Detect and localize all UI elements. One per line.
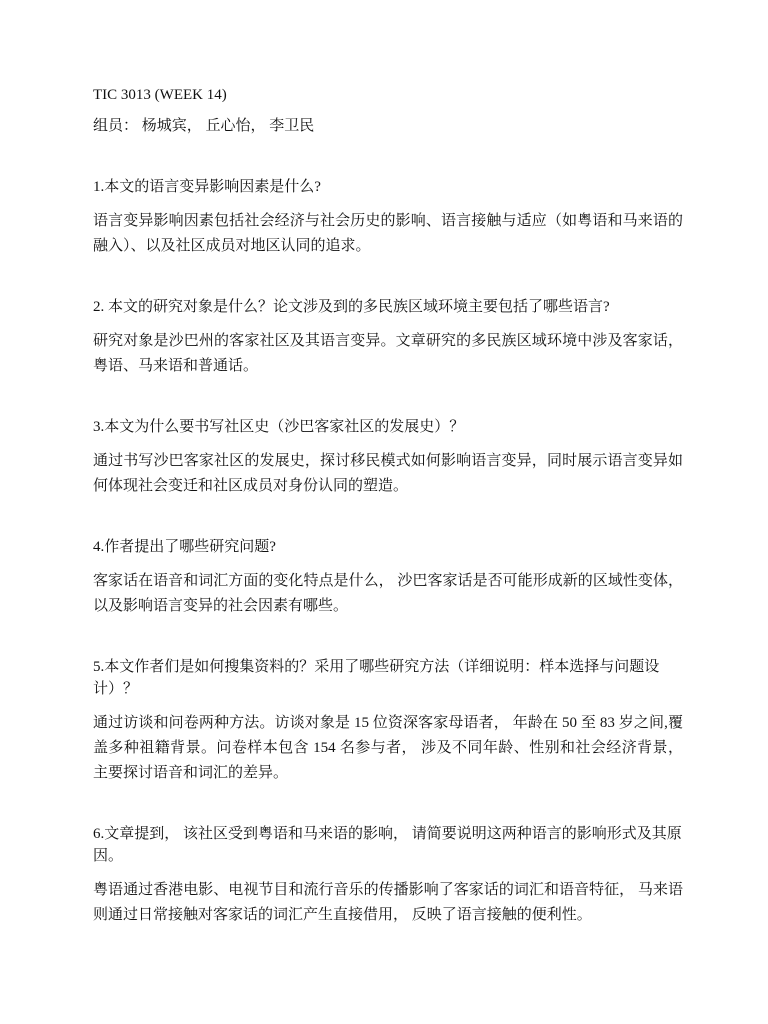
qa-block-3 bbox=[93, 416, 683, 499]
group-members: 组员： 杨城宾， 丘心怡， 李卫民 bbox=[93, 118, 315, 134]
question-1: 1.本文的语言变异影响因素是什么? bbox=[93, 179, 321, 195]
answer-2: 研究对象是沙巴州的客家社区及其语言变异。文章研究的多民族区域环境中涉及客家话，粤语、马来语和普通话。 bbox=[93, 333, 683, 374]
question-6: 6.文章提到， 该社区受到粤语和马来语的影响， 请简要说明这两种语言的影响形式及其原因。 bbox=[93, 826, 682, 864]
answer-3: 通过书写沙巴客家社区的发展史，探讨移民模式如何影响语言变异，同时展示语言变异如何体现社会变迁和社区成员对身份认同的塑造。 bbox=[93, 453, 683, 494]
question-3: 3.本文为什么要书写社区史（沙巴客家社区的发展史）？ bbox=[93, 419, 465, 435]
answer-6: 粤语通过香港电影、电视节目和流行音乐的传播影响了客家话的词汇和语音特征， 马来语则通过日常接触对客家话的词汇产生直接借用， 反映了语言接触的便利性。 bbox=[93, 882, 683, 923]
qa-block-2 bbox=[93, 296, 683, 379]
document-page bbox=[93, 84, 683, 965]
qa-block-5 bbox=[93, 656, 683, 786]
question-2: 2. 本文的研究对象是什么？论文涉及到的多民族区域环境主要包括了哪些语言? bbox=[93, 299, 610, 315]
course-title: TIC 3013 (WEEK 14) bbox=[93, 87, 227, 103]
answer-4: 客家话在语音和词汇方面的变化特点是什么， 沙巴客家话是否可能形成新的区域性变体， 以及影响语言变异的社会因素有哪些。 bbox=[93, 573, 683, 614]
answer-1: 语言变异影响因素包括社会经济与社会历史的影响、语言接触与适应（如粤语和马来语的融入）、以及社区成员对地区认同的追求。 bbox=[93, 213, 683, 254]
qa-block-4 bbox=[93, 536, 683, 619]
qa-block-1 bbox=[93, 176, 683, 259]
qa-block-6 bbox=[93, 823, 683, 928]
answer-5: 通过访谈和问卷两种方法。访谈对象是 15 位资深客家母语者， 年龄在 50 至 83 岁之间,覆盖多种祖籍背景。问卷样本包含 154 名参与者， 涉及不同年龄、性别和社会经济背景， 主要探讨语音和词汇的差异。 bbox=[93, 715, 683, 781]
question-5: 5.本文作者们是如何搜集资料的？采用了哪些研究方法（详细说明：样本选择与问题设计）？ bbox=[93, 659, 660, 697]
question-4: 4.作者提出了哪些研究问题? bbox=[93, 539, 276, 555]
